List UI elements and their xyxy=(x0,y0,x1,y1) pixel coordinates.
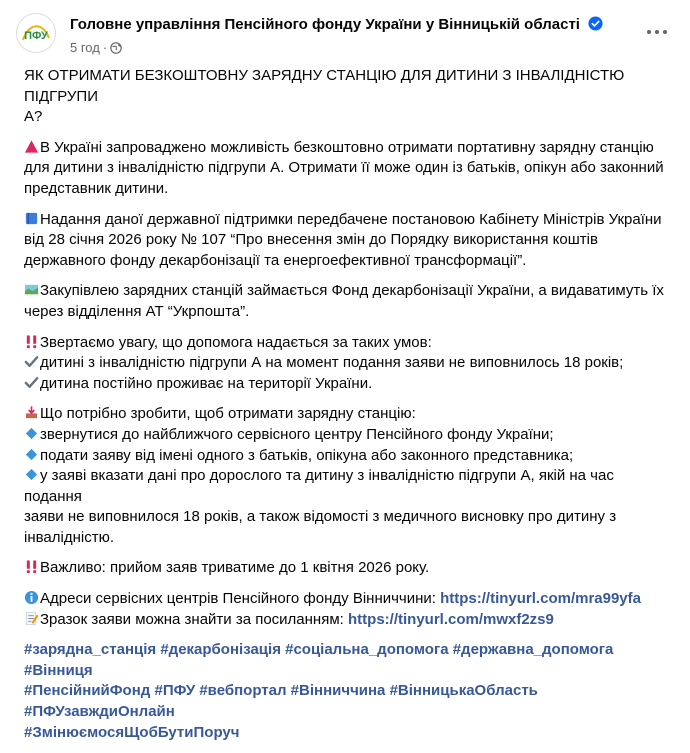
blue-diamond-icon xyxy=(24,467,39,482)
post-meta xyxy=(70,40,122,55)
check-mark-icon xyxy=(24,354,39,369)
blue-book-icon xyxy=(24,211,39,226)
post-title: ЯК ОТРИМАТИ БЕЗКОШТОВНУ ЗАРЯДНУ СТАНЦІЮ ДЛЯ ДИТИНИ З ІНВАЛІДНІСТЮ ПІДГРУПИ А? xyxy=(24,67,625,126)
memo-icon xyxy=(24,611,39,626)
paragraph-intro: В Україні запроваджено можливість безкоштовно отримати портативну зарядну станцію для дитини з інвалідністю підгрупи А. Отримати її може один із батьків, опікун або законний представник дитини. xyxy=(24,138,664,197)
verified-badge-icon xyxy=(588,16,603,31)
pfu-logo-icon xyxy=(17,14,55,52)
paragraph-legal-basis: Надання даної державної підтримки передбачене постановою Кабінету Міністрів України від 28 січня 2026 року № 107 “Про внесення змін до Порядку використання коштів державного фонду декарбонізації та енергоефективної трансформації”. xyxy=(24,210,662,269)
page-name-link[interactable]: Головне управління Пенсійного фонду України у Вінницькій області xyxy=(70,16,580,33)
check-mark-icon xyxy=(24,375,39,390)
inbox-tray-icon xyxy=(24,405,39,420)
post-header xyxy=(16,10,678,58)
condition-item: дитині з інвалідністю підгрупи А на момент подання заяви не виповнилось 18 років; xyxy=(24,353,672,374)
paragraph-conditions: Звертаємо увагу, що допомога надається за таких умов: дитині з інвалідністю підгрупи А на момент подання заяви не виповнилось 18 років; дитина постійно проживає на території України. xyxy=(24,333,672,395)
step-item: подати заяву від імені одного з батьків, опікуна або законного представника; xyxy=(24,446,672,467)
svg-text:ПФУ: ПФУ xyxy=(24,30,48,42)
red-triangle-icon xyxy=(24,139,39,154)
application-sample-link[interactable]: https://tinyurl.com/mwxf2zs9 xyxy=(348,610,554,628)
meta-separator: · xyxy=(102,40,108,55)
step-item: у заяві вказати дані про дорослого та дитину з інвалідністю підгрупи А, якій на час подання xyxy=(24,467,614,505)
paragraph-links: Адреси сервісних центрів Пенсійного фонду Вінниччини: https://tinyurl.com/mra99yfa Зразок заяви можна знайти за посиланням: https://tinyurl.com/mwxf2zs9 xyxy=(24,589,672,630)
hashtag-line[interactable]: #зарядна_станція #декарбонізація #соціальна_допомога #державна_допомога #Вінниця xyxy=(24,641,614,679)
paragraph-deadline: Важливо: прийом заяв триватиме до 1 квітня 2026 року. xyxy=(24,558,672,579)
post-time[interactable]: 5 год xyxy=(70,40,100,55)
info-icon xyxy=(24,590,39,605)
post-text xyxy=(24,66,672,753)
condition-item: дитина постійно проживає на території України. xyxy=(24,374,672,395)
more-options-icon[interactable] xyxy=(644,22,670,42)
page-avatar[interactable] xyxy=(16,13,56,53)
globe-icon[interactable] xyxy=(110,42,122,54)
paragraph-procurement: Закупівлею зарядних станцій займається Фонд декарбонізації України, а видаватимуть їх через відділення АТ “Укрпошта”. xyxy=(24,282,664,320)
hashtag-line[interactable]: #ЗмінюємосяЩобБутиПоруч xyxy=(24,723,240,741)
step-item: звернутися до найближчого сервісного центру Пенсійного фонду України; xyxy=(24,425,672,446)
hashtags xyxy=(24,640,672,743)
service-centers-link[interactable]: https://tinyurl.com/mra99yfa xyxy=(440,590,641,608)
hashtag-line[interactable]: #ПенсійнийФонд #ПФУ #вебпортал #Вінниччина #ВінницькаОбласть #ПФУзавждиОнлайн xyxy=(24,682,538,721)
double-exclamation-icon xyxy=(24,334,39,349)
double-exclamation-icon xyxy=(24,559,39,574)
blue-diamond-icon xyxy=(24,447,39,462)
blue-diamond-icon xyxy=(24,426,39,441)
map-icon xyxy=(24,282,39,297)
paragraph-steps: Що потрібно зробити, щоб отримати зарядну станцію: звернутися до найближчого сервісного центру Пенсійного фонду України; подати заяву від імені одного з батьків, опікуна або законного представника; у заяві вказати дані про дорослого та дитину з інвалідністю підгрупи А, якій на час подання заяви не виповнилося 18 років, а також відомості з медичного висновку про дитину з інвалідністю. xyxy=(24,404,672,548)
page-name-row xyxy=(70,16,603,33)
